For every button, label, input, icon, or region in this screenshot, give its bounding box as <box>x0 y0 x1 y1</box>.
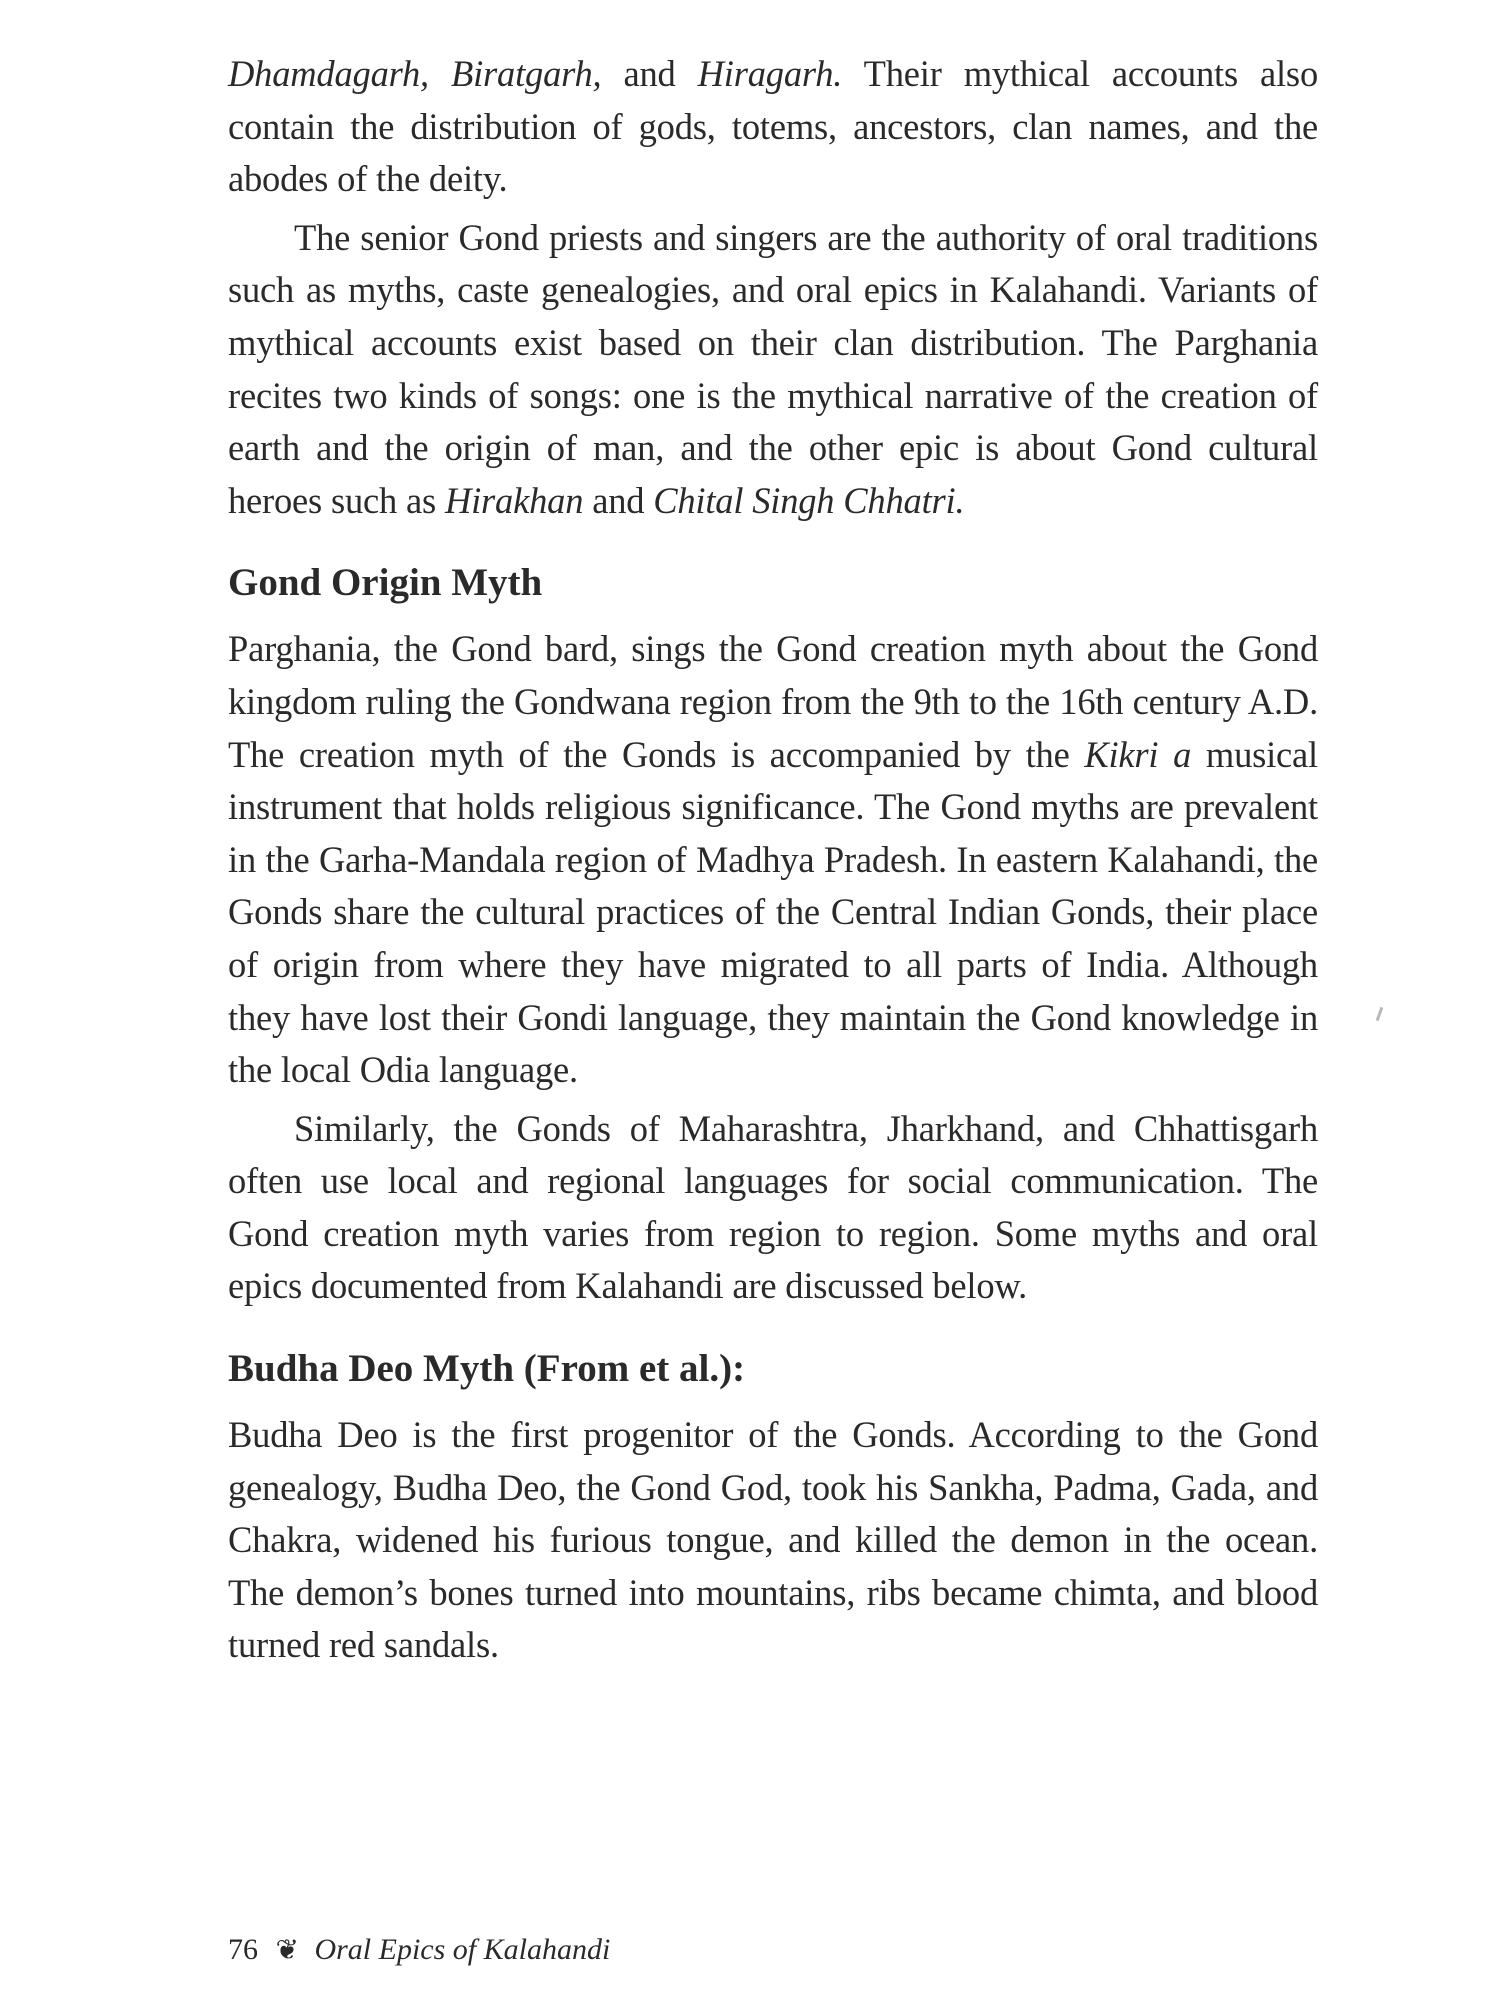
running-footer-title: Oral Epics of Kalahandi <box>314 1933 611 1966</box>
paragraph-1-text-b: Their mythical accounts also contain the distribution of gods, totems, ancestors, clan names, and the abodes of the deity. <box>228 53 1318 200</box>
page-footer <box>228 1930 610 1971</box>
paragraph-2-text-b: and <box>583 479 654 521</box>
instrument-name-italic: Kikri a <box>1084 733 1192 775</box>
place-names-italic: Dhamdagarh, Biratgarh, <box>228 53 602 94</box>
page-body <box>228 48 1318 1672</box>
section-heading-gond-origin-myth: Gond Origin Myth <box>228 561 543 605</box>
paragraph-1 <box>228 48 1318 206</box>
paragraph-4: Similarly, the Gonds of Maharashtra, Jharkhand, and Chhattisgarh often use local and regional languages for social communication. The Gond creation myth varies from region to region. Some myths and oral epics documented from Kalahandi are discussed below. <box>228 1107 1318 1307</box>
fleuron-ornament-icon: ❦ <box>275 1935 299 1966</box>
paragraph-3-text-b: musical instrument that holds religious significance. The Gond myths are prevalent in the Garha-Mandala region of Madhya Pradesh. In eastern Kalahandi, the Gonds share the cultural practices of the Central Indian Gonds, their place of origin from where they have migrated to all parts of India. Although they have lost their Gondi language, they maintain the Gond knowledge in the local Odia language. <box>228 733 1318 1091</box>
paragraph-1-text-a: and <box>601 53 698 94</box>
place-name-italic: Hiragarh. <box>697 53 843 94</box>
paragraph-2-text-a: The senior Gond priests and singers are the authority of oral traditions such as myths, caste genealogies, and oral epics in Kalahandi. Variants of mythical accounts exist based on their clan distribution. The Parghania recites two kinds of songs: one is the mythical narrative of the creation of earth and the origin of man, and the other epic is about Gond cultural heroes such as <box>228 216 1318 521</box>
paragraph-3-text-a: Parghania, the Gond bard, sings the Gond creation myth about the Gond kingdom ruling the Gondwana region from the 9th to the 16th century A.D. The creation myth of the Gonds is accompanied by the <box>228 628 1318 775</box>
scan-artifact-mark <box>1376 1007 1384 1021</box>
paragraph-2 <box>228 212 1318 528</box>
section-heading-budha-deo-myth: Budha Deo Myth (From et al.): <box>228 1347 746 1391</box>
paragraph-3 <box>228 623 1318 1096</box>
page-number: 76 <box>228 1933 258 1966</box>
hero-name-italic-2: Chital Singh Chhatri. <box>653 479 965 521</box>
hero-name-italic: Hirakhan <box>444 479 584 521</box>
paragraph-5: Budha Deo is the first progenitor of the Gonds. According to the Gond genealogy, Budha Deo, the Gond God, took his Sankha, Padma, Gada, and Chakra, widened his furious tongue, and killed the demon in the ocean. The demon’s bones turned into mountains, ribs became chimta, and blood turned red sandals. <box>228 1414 1318 1666</box>
